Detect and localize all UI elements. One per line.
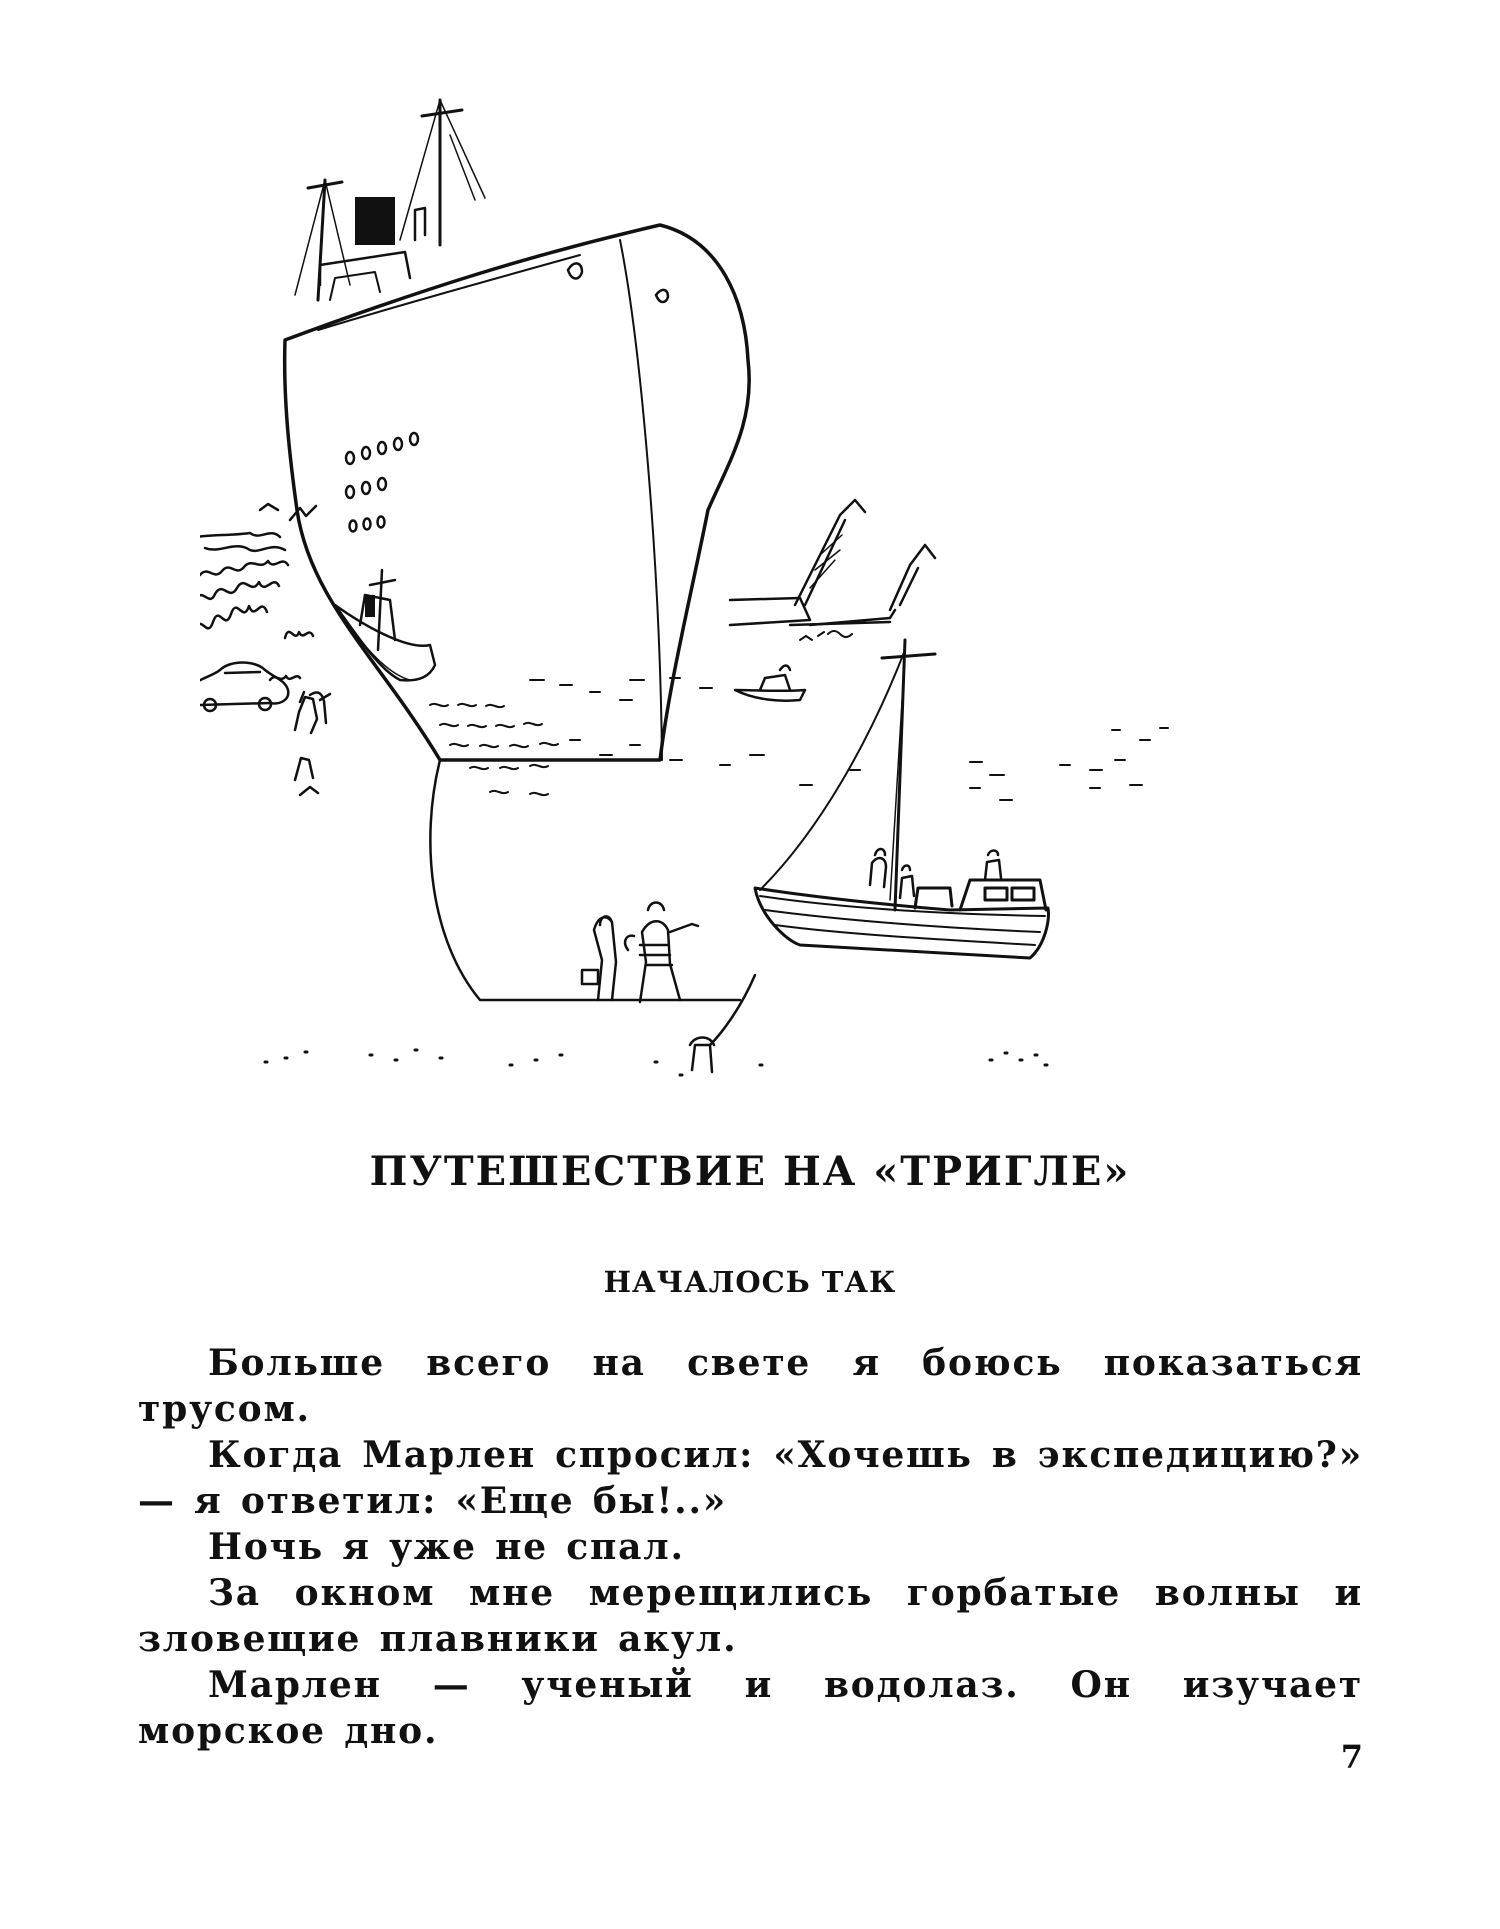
shore-crowd: [200, 504, 330, 795]
harbor-illustration: [200, 40, 1330, 1080]
paragraph: За окном мне мерещились горбатые волны и зловещие плавники акул.: [138, 1572, 1363, 1660]
page-number: 7: [1340, 1738, 1363, 1776]
cargo-ship: [285, 100, 750, 760]
mooring: [430, 760, 755, 1072]
section-title: НАЧАЛОСЬ ТАК: [603, 1265, 897, 1299]
paragraph: Больше всего на свете я боюсь показаться трусом.: [138, 1342, 1363, 1430]
pier-figures: [582, 903, 698, 1003]
paragraph: Когда Марлен спросил: «Хочешь в экспедицию?» — я ответил: «Еще бы!..»: [138, 1434, 1363, 1522]
body-text: [138, 1340, 1363, 1754]
paragraph: Марлен — ученый и водолаз. Он изучает морское дно.: [138, 1664, 1363, 1752]
motorboat: [735, 631, 852, 701]
water-ripples: [430, 678, 1168, 800]
harbor-cranes: [730, 500, 935, 625]
chapter-title: ПУТЕШЕСТВИЕ НА «ТРИГЛЕ»: [369, 1148, 1131, 1195]
ground-specks: [265, 1050, 1047, 1075]
tugboat: [335, 570, 435, 680]
paragraph: Ночь я уже не спал.: [208, 1526, 685, 1568]
